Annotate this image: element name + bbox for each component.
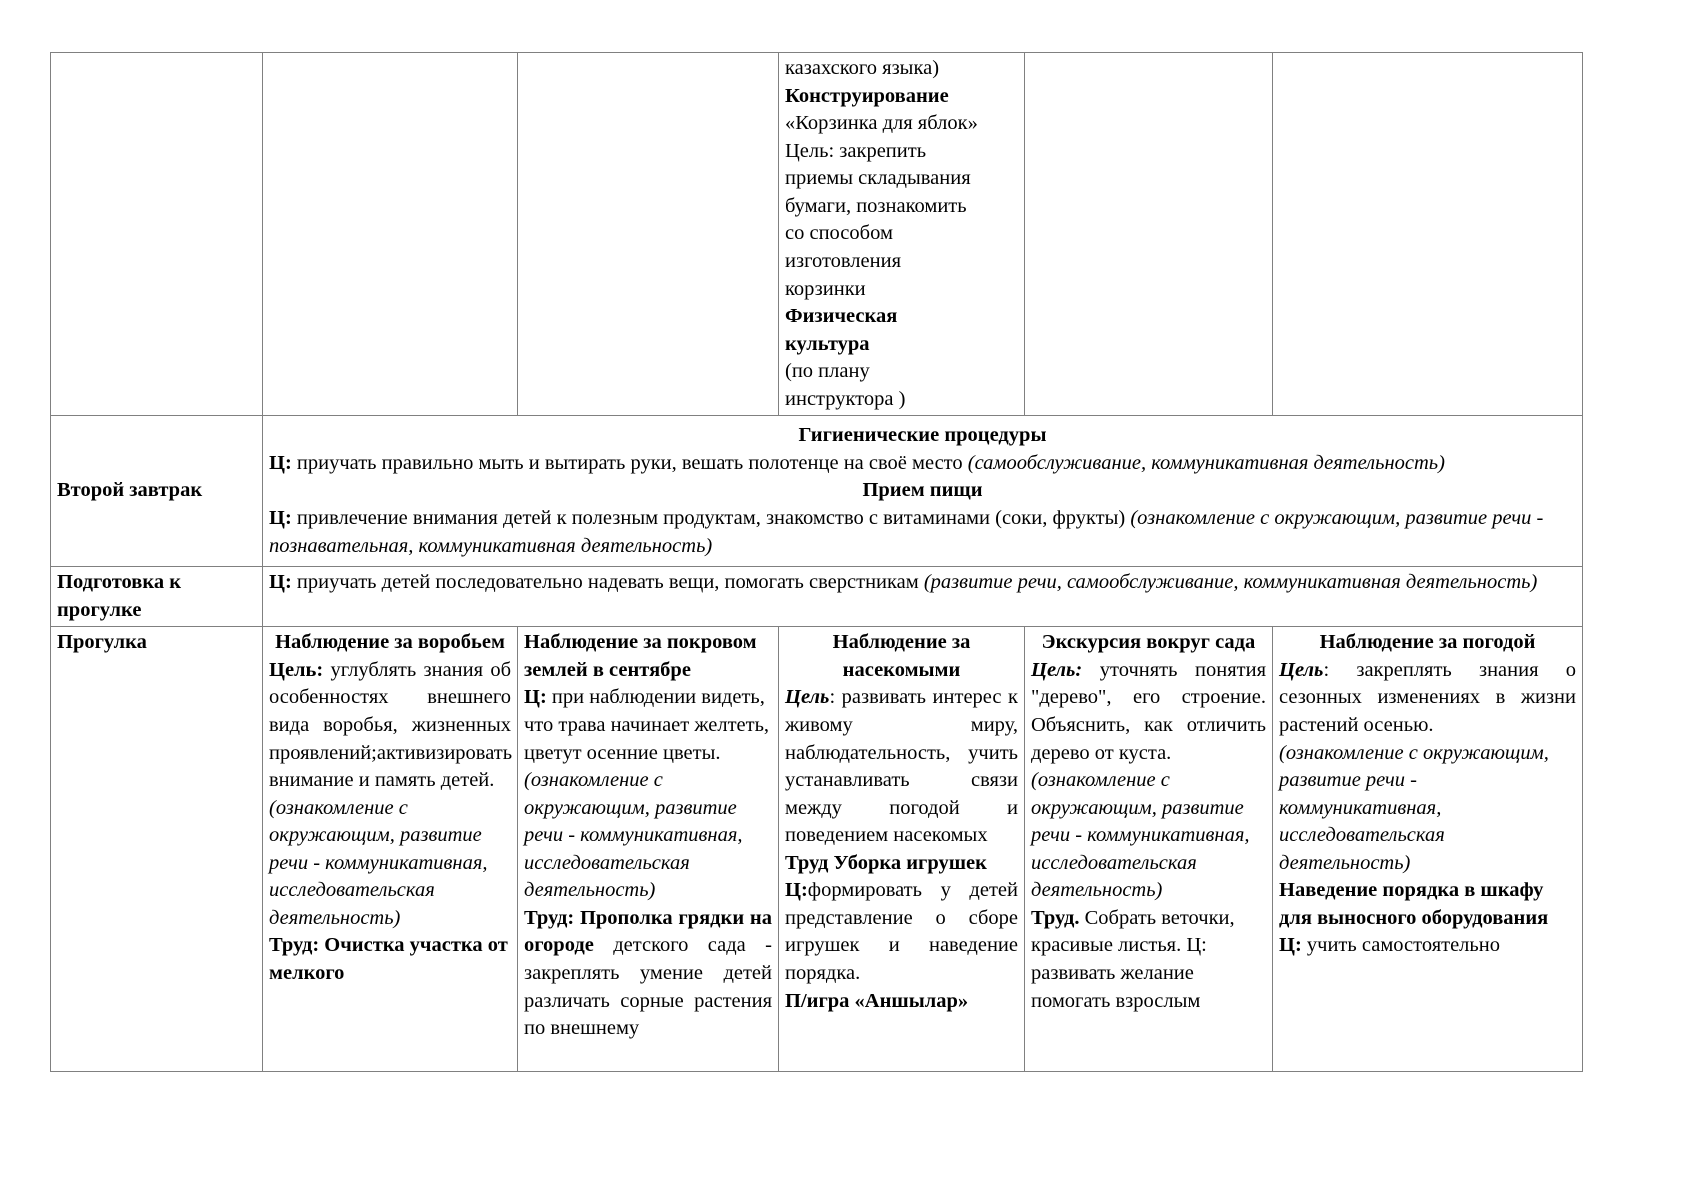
walk-col-title-2: Наблюдение за покровом землей в сентябре [524,631,757,681]
line-goal-zakrepit: Цель: закрепить [785,139,927,162]
label-goal-col2: Ц: [524,686,547,709]
walk-col-title-4: Экскурсия вокруг сада [1041,631,1256,654]
row-label-second-breakfast: Второй завтрак [51,416,263,567]
walk-col3-labor-title: Труд Уборка игрушек [785,851,987,874]
walk-col4-labor [1031,905,1266,1015]
note-walk-prep: (развитие речи, самообслуживание, коммуникативная деятельность) [923,571,1538,594]
cell-continued-activities [779,53,1025,416]
daily-plan-table [50,52,1583,1072]
line-kultura: культура [785,332,870,355]
text-hygiene: приучать правильно мыть и вытирать руки, вешать полотенце на своё место [291,451,968,474]
cell-walk-excursion-around-garden [1025,627,1273,1072]
text-goal-col1: углублять знания об особенностях внешнего вида воробья, жизненных проявлений;активизировать внимание и память детей. [269,658,513,792]
walk-col3-goal [785,684,1018,849]
table-row-continued [51,53,1583,416]
walk-col5-goal [1279,657,1576,740]
label-goal-col5: Цель [1279,658,1324,681]
cell-walk-observation-ground-cover [518,627,779,1072]
text-labor-col2: детского сада - закреплять умение детей различать сорные растения по внешнему [524,934,772,1040]
note-hygiene: (самообслуживание, коммуникативная деятельность) [967,451,1445,474]
walk-col5-goal2 [1279,932,1576,960]
cell-walk-observation-sparrow [263,627,518,1072]
heading-meal: Прием пищи [862,479,983,502]
note-meal: (ознакомление с окружающим, развитие речи - познавательная, коммуникативная деятельность) [269,507,1544,557]
walk-col-title-1: Наблюдение за воробьем [275,631,505,654]
paragraph-hygiene [269,450,1576,478]
walk-col5-note: (ознакомление с окружающим, развитие речи - коммуникативная, исследовательская деятельность) [1279,741,1549,874]
cell-continued-c1 [263,53,518,416]
walk-col2-note: (ознакомление с окружающим, развитие речи - коммуникативная, исследовательская деятельность) [524,769,743,902]
cell-second-breakfast-content [263,416,1583,567]
label-goal-col3b: Ц: [785,879,808,902]
walk-col3-game: П/игра «Аншылар» [785,989,969,1012]
table-row-second-breakfast [51,416,1583,567]
line-korzinka-title: «Корзинка для яблок» [785,112,978,135]
cell-continued-c4 [1025,53,1273,416]
cell-continued-c5 [1273,53,1583,416]
text-walk-prep: приучать детей последовательно надевать вещи, помогать сверстникам [291,571,924,594]
cell-continued-c2 [518,53,779,416]
line-izgotovleniya: изготовления [785,249,901,272]
label-goal-col1: Цель: [269,658,324,681]
line-kazakh-lang: казахского языка) [785,57,940,79]
cell-continued-label [51,53,263,416]
label-goal-col4: Цель: [1031,658,1083,681]
walk-col1-labor: Труд: Очистка участка от мелкого [269,934,508,984]
line-so-sposobom: со способом [785,222,893,245]
walk-col2-goal [524,684,772,767]
label-goal-2: Ц: [269,507,292,529]
text-goal-col5b: учить самостоятельно [1301,934,1500,957]
walk-col4-goal [1031,657,1266,767]
label-labor-col4: Труд. [1031,906,1080,929]
heading-hygiene-procedures: Гигиенические процедуры [798,424,1047,447]
paragraph-walk-preparation [269,569,1576,597]
line-fizicheskaya: Физическая [785,305,898,328]
label-goal-walk-prep: Ц: [269,571,292,594]
text-labor-col4: Собрать веточки, красивые листья. Ц: развивать желание помогать взрослым [1031,906,1235,1012]
table-row-walk [51,627,1583,1072]
line-bumagi: бумаги, познакомить [785,194,967,217]
line-instruktora: инструктора ) [785,387,906,410]
label-goal-col5b: Ц: [1279,934,1302,957]
row-label-walk: Прогулка [51,627,263,1072]
walk-col4-note: (ознакомление с окружающим, развитие речи - коммуникативная, исследовательская деятельность) [1031,769,1250,902]
text-goal-col3b: формировать у детей представление о сборе игрушек и наведение порядка. [785,879,1018,984]
walk-col-title-5: Наблюдение за погодой [1319,631,1536,654]
walk-col3-labor-goal [785,877,1018,987]
walk-col5-order: Наведение порядка в шкафу для выносного оборудования [1279,879,1549,929]
line-konstruirovanie-heading: Конструирование [785,84,949,107]
label-goal-1: Ц: [269,451,292,474]
cell-walk-observation-insects [779,627,1025,1072]
text-goal-col5: : закреплять знания о сезонных изменениях в жизни растений осенью. [1279,658,1576,736]
text-goal-col3: : развивать интерес к живому миру, наблюдательность, учить устанавливать связи между погодой и поведением насекомых [785,686,1018,847]
walk-col-title-3: Наблюдение за насекомыми [832,631,971,681]
label-labor-col2: Труд: Прополка грядки на огороде [524,906,772,957]
text-meal: привлечение внимания детей к полезным продуктам, знакомство с витаминами (соки, фрукты) [291,507,1131,529]
table-row-walk-preparation [51,567,1583,627]
cell-walk-preparation-content [263,567,1583,627]
walk-col1-goal [269,657,511,795]
text-goal-col2: при наблюдении видеть, что трава начинает желтеть, цветут осенние цветы. [524,686,770,764]
paragraph-meal [269,505,1576,560]
cell-walk-observation-weather [1273,627,1583,1072]
walk-col1-note: (ознакомление с окружающим, развитие речи - коммуникативная, исследовательская деятельность) [269,796,488,929]
line-priemy: приемы складывания [785,167,971,190]
line-korzinki: корзинки [785,277,866,300]
row-label-walk-preparation: Подготовка к прогулке [51,567,263,627]
line-po-planu: (по плану [785,360,870,383]
label-goal-col3: Цель [785,686,830,709]
text-goal-col4: уточнять понятия "дерево", его строение. Объяснить, как отличить дерево от куста. [1031,658,1266,764]
walk-col2-labor [524,905,772,1043]
